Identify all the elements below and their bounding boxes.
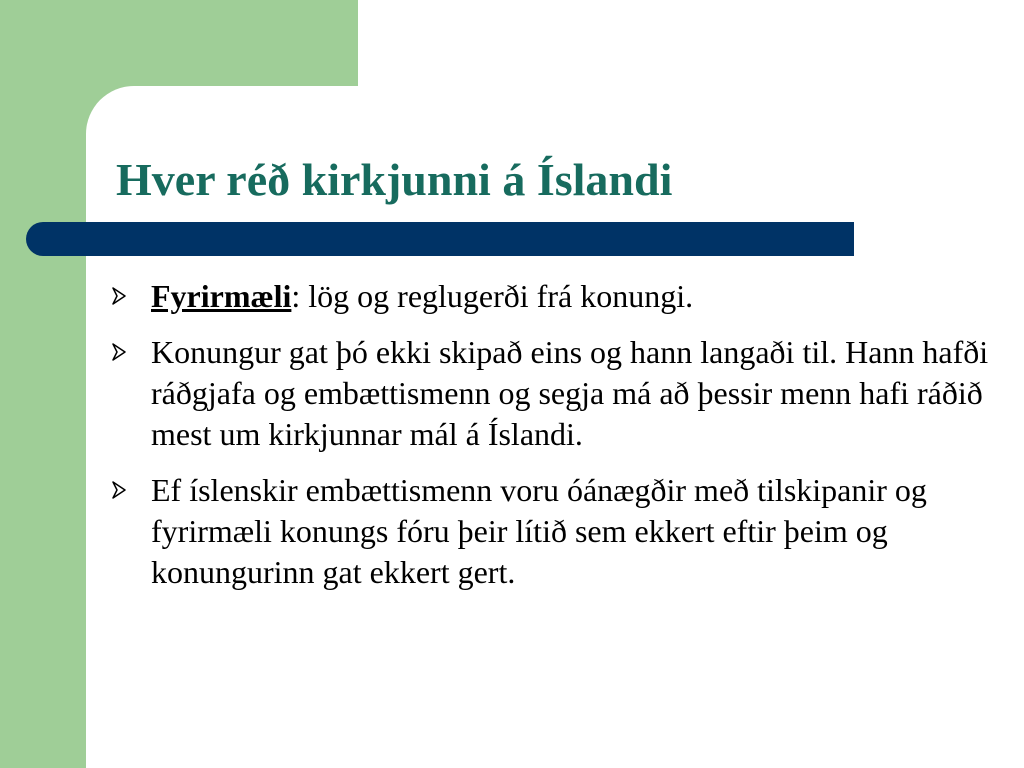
- arrowhead-bullet-icon: [112, 287, 126, 305]
- bullet-term: Fyrirmæli: [151, 278, 292, 314]
- arrowhead-bullet-icon: [112, 481, 126, 499]
- bullet-text: Konungur gat þó ekki skipað eins og hann langaði til. Hann hafði ráðgjafa og embættismenn og segja má að þessir menn hafi ráðið mest um kirkjunnar mál á Íslandi.: [151, 334, 989, 452]
- slide-title: Hver réð kirkjunni á Íslandi: [116, 154, 673, 205]
- bullet-text: Ef íslenskir embættismenn voru óánægðir með tilskipanir og fyrirmæli konungs fóru þeir lítið sem ekkert eftir þeim og konungurinn gat ekkert gert.: [151, 472, 927, 590]
- title-underline-bar: [26, 222, 854, 256]
- bullet-list: [112, 276, 992, 608]
- arrowhead-bullet-icon: [112, 343, 126, 361]
- bullet-item-konungur: [112, 332, 992, 455]
- bullet-item-embaettismenn: [112, 470, 992, 593]
- bullet-text: : lög og reglugerði frá konungi.: [291, 278, 694, 314]
- bullet-item-fyrirmaeli: [112, 276, 992, 317]
